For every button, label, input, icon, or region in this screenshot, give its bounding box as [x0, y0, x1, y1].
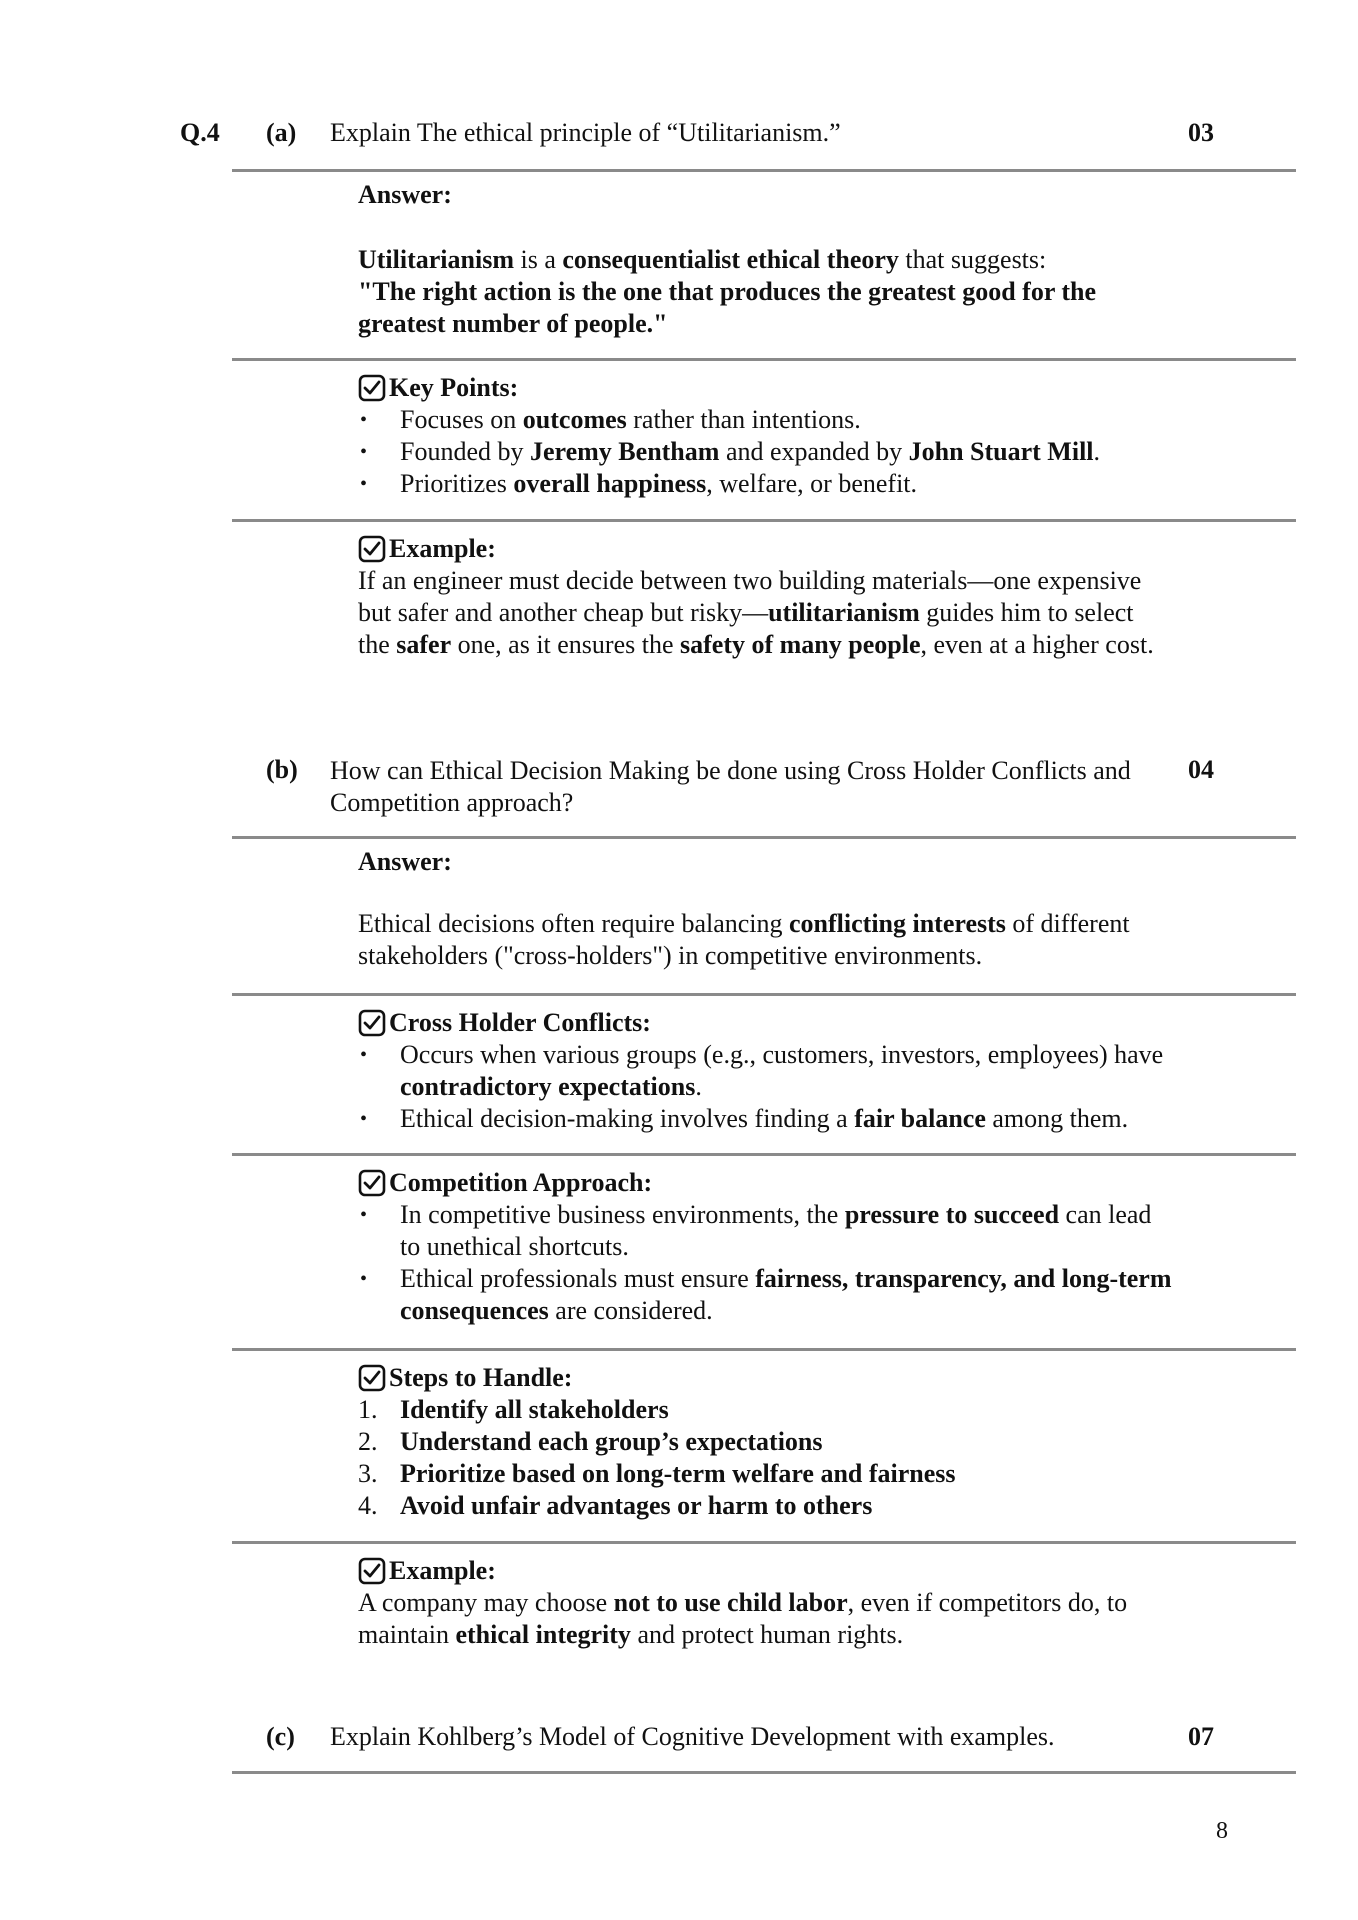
checked-box-icon	[358, 374, 386, 402]
text-run: , even at a higher cost.	[920, 630, 1154, 659]
text-run: , welfare, or benefit.	[706, 469, 918, 498]
bold-text: safety of many people	[680, 630, 921, 659]
bullet-item	[358, 1103, 1178, 1135]
competition-list	[358, 1199, 1178, 1327]
key-points-section	[358, 372, 1178, 500]
part-a-marks: 03	[1188, 118, 1214, 147]
part-b-question: How can Ethical Decision Making be done using Cross Holder Conflicts and Competition approach?	[330, 756, 1131, 817]
text-run: .	[695, 1072, 702, 1101]
part-c-label: (c)	[266, 1722, 295, 1751]
bold-text: pressure to succeed	[844, 1200, 1060, 1229]
steps-heading: Steps to Handle:	[358, 1362, 1178, 1394]
text-run: Ethical decision-making involves finding a	[400, 1104, 855, 1133]
list-item: 2. Understand each group’s expectations	[358, 1427, 823, 1456]
bold-text: contradictory expectations	[400, 1072, 696, 1101]
list-item: 4. Avoid unfair advantages or harm to others	[358, 1491, 873, 1520]
bold-text: utilitarianism	[768, 598, 920, 627]
part-c-marks: 07	[1188, 1722, 1214, 1751]
competition-section	[358, 1167, 1178, 1327]
divider	[232, 1771, 1296, 1774]
part-a-question: Explain The ethical principle of “Utilitarianism.”	[330, 118, 841, 147]
page-number: 8	[1216, 1818, 1228, 1844]
part-a-example-section	[358, 533, 1168, 661]
part-a-label: (a)	[266, 118, 297, 147]
divider	[232, 836, 1296, 839]
text-run: one, as it ensures the	[451, 630, 681, 659]
bold-text: John Stuart Mill	[908, 437, 1094, 466]
part-b-label: (b)	[266, 755, 298, 784]
cross-holder-heading: Cross Holder Conflicts:	[358, 1007, 1178, 1039]
text-run: guides him to select the	[358, 598, 1134, 659]
cross-holder-section	[358, 1007, 1178, 1135]
text-run: are considered.	[548, 1296, 713, 1325]
bold-text: safer	[396, 630, 452, 659]
text-run: of different stakeholders ("cross-holders") in competitive environments.	[358, 909, 1130, 970]
text-run: A company may choose	[358, 1588, 614, 1617]
text-run: , even if competitors do, to maintain	[358, 1588, 1128, 1649]
bold-text: ethical integrity	[455, 1620, 631, 1649]
bullet-item	[358, 1263, 1178, 1327]
key-points-list	[358, 404, 1178, 500]
text-run: Ethical decisions often require balancing	[358, 909, 790, 938]
text-run: among them.	[985, 1104, 1129, 1133]
part-b-intro	[358, 908, 1158, 972]
text-run: Founded by	[400, 437, 530, 466]
question-number: Q.4	[180, 118, 220, 147]
text-run: and expanded by	[719, 437, 909, 466]
bold-text: not to use child labor	[613, 1588, 848, 1617]
bold-text: overall happiness	[513, 469, 707, 498]
bold-text: Jeremy Bentham	[530, 437, 720, 466]
part-b-example-section	[358, 1555, 1178, 1651]
divider	[232, 358, 1296, 361]
text-run: Occurs when various groups (e.g., customers, investors, employees) have	[400, 1040, 1164, 1069]
example-heading: Example:	[358, 533, 1168, 565]
bullet-item	[358, 1039, 1178, 1103]
bold-text: fair balance	[854, 1104, 986, 1133]
text-run: If an engineer must decide between two building materials—one expensive but safer and another cheap but risky—	[358, 566, 1142, 627]
part-a-example-text	[358, 565, 1168, 661]
competition-heading: Competition Approach:	[358, 1167, 1178, 1199]
text-run: that suggests:	[898, 245, 1047, 274]
bullet-item	[358, 468, 1178, 500]
part-c-question: Explain Kohlberg’s Model of Cognitive Development with examples.	[330, 1722, 1055, 1751]
part-a-intro	[358, 244, 1178, 276]
answer-label: Answer:	[358, 847, 452, 876]
divider	[232, 1153, 1296, 1156]
example-heading: Example:	[358, 1555, 1178, 1587]
bullet-item	[358, 436, 1178, 468]
checked-box-icon	[358, 535, 386, 563]
text-run: Ethical professionals must ensure	[400, 1264, 756, 1293]
text-run: Focuses on	[400, 405, 523, 434]
checked-box-icon	[358, 1009, 386, 1037]
text-run: can lead to unethical shortcuts.	[400, 1200, 1152, 1261]
steps-list	[358, 1394, 1178, 1522]
bold-text: conflicting interests	[789, 909, 1006, 938]
steps-section	[358, 1362, 1178, 1522]
answer-label: Answer:	[358, 180, 452, 209]
divider	[232, 993, 1296, 996]
bold-text: fairness, transparency, and long-term consequences	[400, 1264, 1172, 1325]
part-a-quote: "The right action is the one that produces the greatest good for the greatest number of people."	[358, 277, 1097, 338]
bullet-item	[358, 1199, 1178, 1263]
text-run: and protect human rights.	[630, 1620, 904, 1649]
text-run: Prioritizes	[400, 469, 514, 498]
divider	[232, 1348, 1296, 1351]
part-b-example-text	[358, 1587, 1178, 1651]
text-run: is a	[514, 245, 563, 274]
checked-box-icon	[358, 1169, 386, 1197]
checked-box-icon	[358, 1364, 386, 1392]
bullet-item	[358, 404, 1178, 436]
key-points-heading: Key Points:	[358, 372, 1178, 404]
divider	[232, 519, 1296, 522]
list-item: 1. Identify all stakeholders	[358, 1395, 669, 1424]
list-item: 3. Prioritize based on long-term welfare and fairness	[358, 1459, 956, 1488]
checked-box-icon	[358, 1557, 386, 1585]
text-run: .	[1093, 437, 1101, 466]
divider	[232, 169, 1296, 172]
bold-text: consequentialist ethical theory	[562, 245, 899, 274]
part-b-marks: 04	[1188, 755, 1214, 784]
bold-text: outcomes	[522, 405, 627, 434]
text-run: In competitive business environments, the	[400, 1200, 845, 1229]
text-run: rather than intentions.	[626, 405, 861, 434]
cross-holder-list	[358, 1039, 1178, 1135]
part-a-definition	[358, 244, 1178, 340]
bold-text: Utilitarianism	[358, 245, 514, 274]
divider	[232, 1541, 1296, 1544]
